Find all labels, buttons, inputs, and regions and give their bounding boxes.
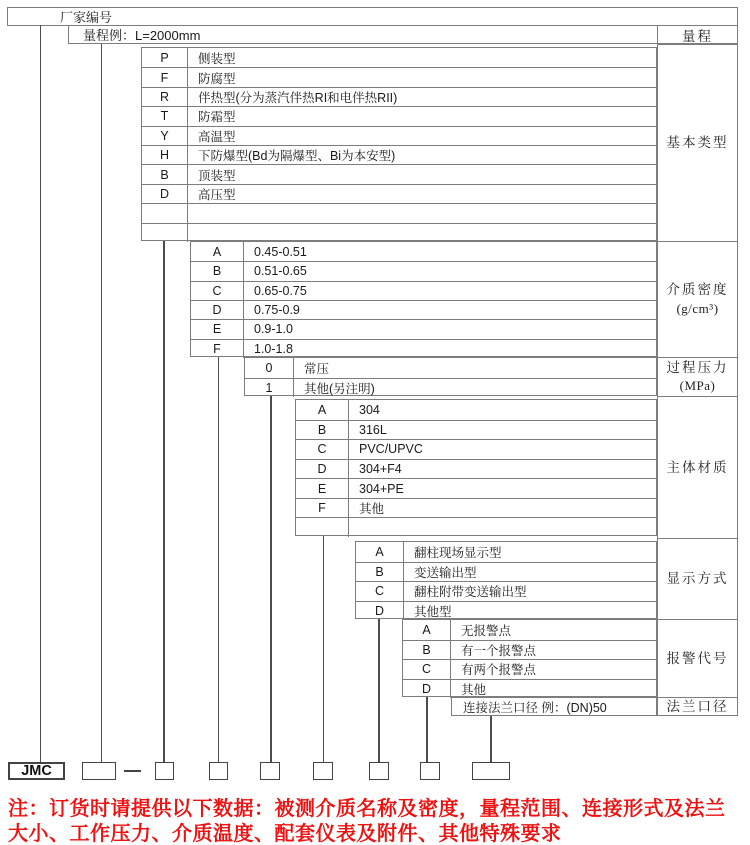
option-desc: 高压型 — [198, 187, 236, 202]
option-code: D — [356, 602, 404, 621]
category-label: 介质密度 — [666, 282, 729, 298]
option-desc: 侧装型 — [198, 51, 236, 66]
model-code-box — [155, 762, 174, 780]
option-row — [142, 87, 656, 106]
model-code-box — [420, 762, 440, 780]
option-section — [295, 399, 657, 536]
option-code: 0 — [245, 358, 294, 378]
option-desc: 无报警点 — [461, 623, 512, 638]
connector-stem — [378, 619, 380, 762]
option-row — [296, 459, 656, 479]
model-code-box — [472, 762, 510, 780]
option-desc: 0.51-0.65 — [254, 264, 307, 279]
option-desc: 1.0-1.8 — [254, 341, 293, 356]
ordering-note-line1: 注：订货时请提供以下数据：被测介质名称及密度，量程范围、连接形式及法兰 — [8, 798, 726, 820]
option-row — [191, 281, 656, 300]
category-label-cell — [657, 241, 738, 357]
option-row — [296, 498, 656, 518]
connector-stem — [323, 536, 325, 762]
option-row — [142, 106, 656, 125]
option-desc: 防腐型 — [198, 71, 236, 86]
category-label-cell — [657, 619, 738, 697]
category-label-cell — [657, 357, 738, 396]
option-desc: 316L — [359, 422, 387, 437]
flange-diameter-row — [451, 697, 657, 716]
option-code: A — [191, 242, 244, 261]
range-label-cell: 量程 — [682, 28, 713, 44]
option-code: C — [296, 440, 349, 459]
option-desc: 0.75-0.9 — [254, 303, 300, 318]
option-code: T — [142, 107, 188, 125]
option-row — [403, 659, 656, 679]
option-row — [245, 378, 656, 398]
option-code: D — [403, 680, 451, 699]
category-label: 过程压力 — [666, 359, 729, 375]
option-row — [142, 67, 656, 86]
option-desc — [349, 518, 656, 537]
option-row — [356, 542, 656, 562]
model-code-box — [313, 762, 333, 780]
option-code: F — [191, 340, 244, 358]
option-desc: 顶装型 — [198, 168, 236, 183]
option-desc: 304+F4 — [359, 461, 402, 476]
ordering-note-line2: 大小、工作压力、介质温度、配套仪表及附件、其他特殊要求 — [8, 823, 562, 845]
option-desc: 常压 — [304, 361, 330, 376]
connector-stem — [163, 241, 165, 762]
ordering-note — [8, 797, 748, 845]
model-code-box — [260, 762, 280, 780]
connector-stem — [490, 716, 492, 762]
option-code: C — [356, 582, 404, 601]
option-code: C — [191, 282, 244, 300]
option-row — [191, 300, 656, 319]
option-row — [296, 517, 656, 537]
manufacturer-code-box — [7, 7, 738, 26]
option-desc — [188, 204, 656, 222]
option-row — [296, 400, 656, 420]
option-code: A — [356, 542, 404, 562]
category-label-unit: (MPa) — [679, 378, 716, 394]
option-desc: 其他 — [359, 502, 385, 517]
option-code: D — [191, 301, 244, 319]
option-code — [296, 518, 349, 537]
option-row — [142, 48, 656, 67]
option-desc: 有两个报警点 — [461, 663, 537, 678]
category-label-cell — [657, 44, 738, 241]
option-desc: 304 — [359, 402, 380, 417]
category-label: 报警代号 — [666, 650, 729, 666]
option-code: B — [356, 563, 404, 582]
range-example-text: 量程例：L=2000mm — [83, 28, 201, 43]
manufacturer-code-label: 厂家编号 — [60, 10, 113, 25]
option-row — [403, 620, 656, 640]
option-code: E — [296, 479, 349, 498]
option-desc: PVC/UPVC — [359, 442, 423, 457]
model-code-box — [82, 762, 116, 780]
option-row — [296, 439, 656, 459]
option-row — [142, 223, 656, 242]
category-label-cell — [657, 396, 738, 538]
option-row — [191, 339, 656, 358]
option-row — [403, 640, 656, 660]
model-code-box — [209, 762, 228, 780]
category-label: 显示方式 — [666, 571, 729, 587]
model-code-box — [369, 762, 389, 780]
option-desc: 其他型 — [414, 604, 452, 619]
option-row — [142, 203, 656, 222]
option-row — [296, 420, 656, 440]
option-row — [245, 358, 656, 378]
option-code — [142, 204, 188, 222]
option-code: B — [296, 421, 349, 440]
category-label: 法兰口径 — [666, 698, 729, 714]
option-desc — [188, 224, 656, 242]
option-code: R — [142, 88, 188, 106]
option-section — [355, 541, 657, 619]
option-desc: 伴热型(分为蒸汽伴热RI和电伴热RII) — [198, 90, 398, 105]
option-desc: 其他(另注明) — [304, 381, 375, 396]
option-desc: 0.65-0.75 — [254, 283, 307, 298]
option-code: F — [296, 499, 349, 518]
option-desc: 下防爆型(Bd为隔爆型、Bi为本安型) — [198, 149, 396, 164]
option-code: B — [403, 641, 451, 660]
option-desc: 防霜型 — [198, 110, 236, 125]
option-code: B — [142, 165, 188, 183]
option-row — [191, 261, 656, 280]
option-code: P — [142, 48, 188, 67]
option-desc: 翻柱现场显示型 — [414, 545, 502, 560]
option-code: F — [142, 68, 188, 86]
option-row — [142, 145, 656, 164]
option-desc: 0.9-1.0 — [254, 322, 293, 337]
option-row — [356, 562, 656, 582]
connector-stem — [426, 697, 428, 762]
option-row — [356, 581, 656, 601]
option-desc: 0.45-0.51 — [254, 244, 307, 259]
option-row — [356, 601, 656, 621]
option-code: D — [142, 185, 188, 203]
option-code: D — [296, 460, 349, 479]
option-code: H — [142, 146, 188, 164]
flange-diameter-text: 连接法兰口径 例：(DN)50 — [463, 700, 607, 715]
option-row — [403, 679, 656, 699]
option-desc: 其他 — [461, 682, 487, 697]
option-desc: 304+PE — [359, 481, 404, 496]
category-label-cell — [657, 697, 738, 716]
option-desc: 翻柱附带变送输出型 — [414, 585, 527, 600]
option-section — [190, 241, 657, 357]
option-row — [142, 164, 656, 183]
category-label: 基本类型 — [666, 135, 729, 151]
option-code: A — [403, 620, 451, 640]
option-desc: 有一个报警点 — [461, 643, 537, 658]
connector-stem — [270, 396, 272, 762]
option-desc: 高温型 — [198, 129, 236, 144]
option-desc: 变送输出型 — [414, 565, 477, 580]
option-code: E — [191, 320, 244, 338]
option-section — [244, 357, 657, 396]
model-code-dash — [124, 770, 141, 772]
connector-stem — [218, 357, 220, 762]
range-example-row — [68, 25, 738, 44]
option-code: C — [403, 660, 451, 679]
connector-stem — [40, 25, 42, 762]
option-code: B — [191, 262, 244, 280]
option-code — [142, 224, 188, 242]
connector-stem — [101, 44, 103, 762]
option-row — [191, 242, 656, 261]
option-section — [402, 619, 657, 697]
option-code: Y — [142, 127, 188, 145]
option-code: A — [296, 400, 349, 420]
category-label-cell — [657, 538, 738, 619]
category-label-unit: (g/cm³) — [676, 300, 719, 316]
option-row — [191, 319, 656, 338]
category-label: 主体材质 — [666, 459, 729, 475]
option-row — [296, 478, 656, 498]
option-code: 1 — [245, 379, 294, 398]
option-row — [142, 184, 656, 203]
model-prefix-box: JMC — [8, 762, 65, 780]
option-section — [141, 47, 657, 241]
option-row — [142, 126, 656, 145]
